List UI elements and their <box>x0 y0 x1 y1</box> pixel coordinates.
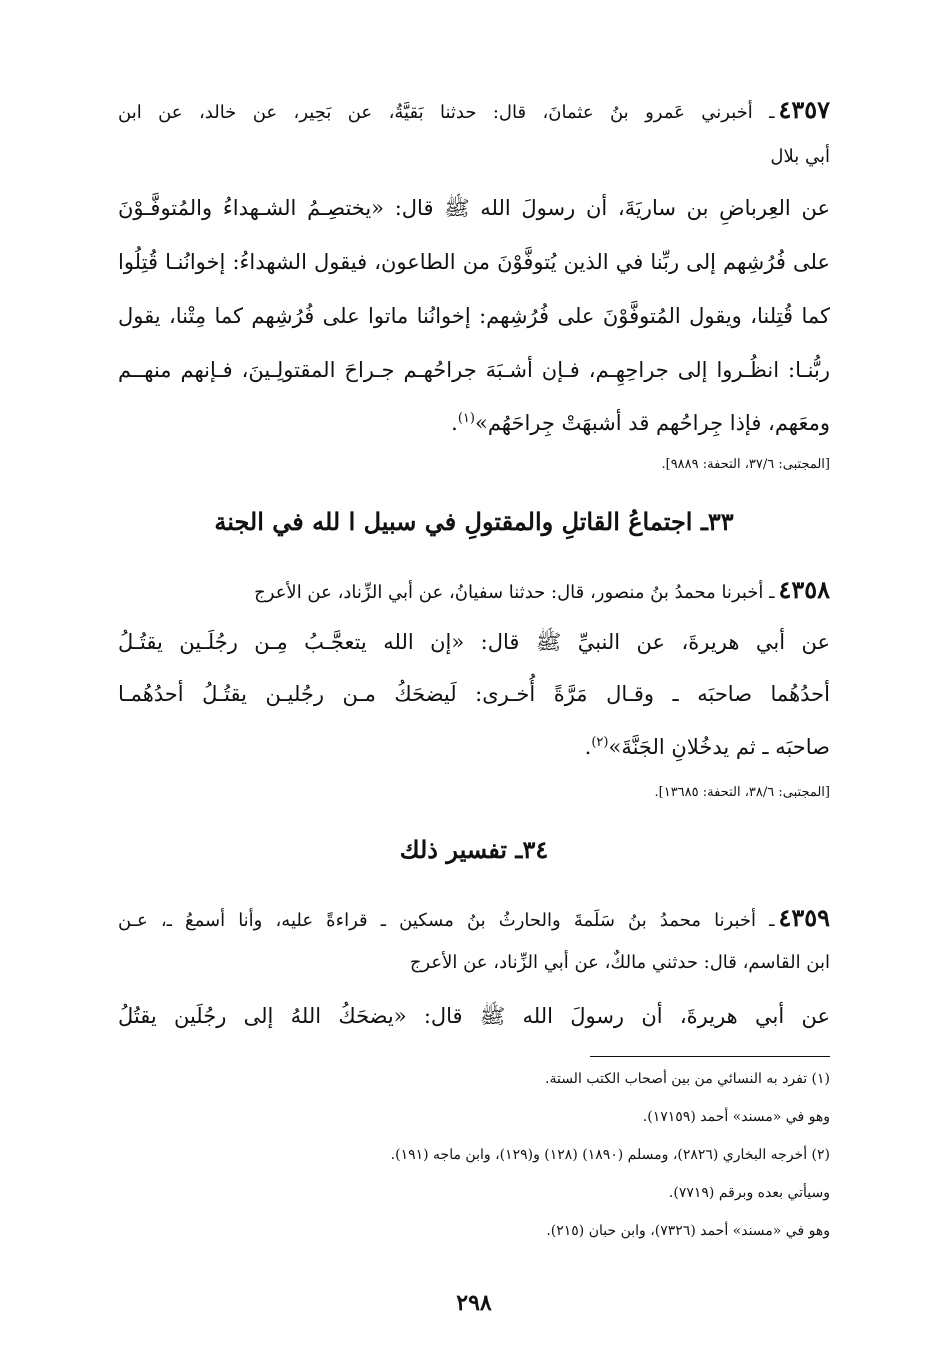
hadith-4358-matn-line-1: عن أبي هريرةَ، عن النبيِّ ﷺ قال: «إن الله يتعجَّـبُ مِـن رجُلَـين يقتُـلُ <box>118 630 830 654</box>
footnote-line: (١) تفرد به النسائي من بين أصحاب الكتب الستة. <box>545 1071 830 1087</box>
footnote-line: وسيأتي بعده وبرقم (٧٧١٩). <box>668 1185 830 1201</box>
hadith-4358-reference: [المجتبى: ٣٨/٦، التحفة: ١٣٦٨٥]. <box>654 785 830 800</box>
footnote-marker[interactable]: (١) <box>457 411 475 426</box>
page-number: ٢٩٨ <box>456 1290 492 1316</box>
hadith-4357-matn-line-2: على فُرُشِهم إلى ربِّنا في الذين يُتوفَّوْنَ من الطاعون، فيقول الشهداءُ: إخوانُنـا قُتِلُوا <box>118 250 830 274</box>
footnote-line: وهو في «مسند» أحمد (١٧١٥٩). <box>642 1109 830 1125</box>
hadith-4358-isnad-line-1: ٤٣٥٨ـ أخبرنا محمدُ بنُ منصور، قال: حدثنا سفيانُ، عن أبي الزِّناد، عن الأعرج <box>254 575 830 604</box>
hadith-number: ٤٣٥٩ <box>778 903 830 932</box>
footnote-marker[interactable]: (٢) <box>591 735 609 750</box>
hadith-number: ٤٣٥٧ <box>778 95 830 124</box>
hadith-4358-matn-line-2: أحدُهُما صاحبَه ـ وقـال مَرَّةً أُخـرى: لَيضحَكُ مـن رجُليـن يقتُـلُ أحدُهُمـا <box>118 682 830 706</box>
hadith-4357-matn-line-4: ربُّنـا: انظُـروا إلى جراحِهِـم، فـإن أشـبَهَ جراحُهـم جـراحَ المقتولِـينَ، فـإنهم منهــم <box>118 358 830 382</box>
footnote-separator <box>590 1056 830 1057</box>
chapter-heading: ٣٣ـ اجتماعُ القاتلِ والمقتولِ في سبيل ا لله في الجنة <box>214 507 734 536</box>
chapter-heading: ٣٤ـ تفسير ذلك <box>399 835 549 864</box>
hadith-4357-isnad-line-1: ٤٣٥٧ـ أخبرني عَمرو بنُ عثمانَ، قال: حدثنا بَقيَّةُ، عن بَحِير، عن خالد، عن ابن <box>118 95 830 124</box>
hadith-4359-isnad-line-2: ابن القاسم، قال: حدثني مالكٌ، عن أبي الزِّناد، عن الأعرج <box>409 952 830 973</box>
hadith-4358-matn-line-3: صاحبَه ـ ثم يدخُلانِ الجَنَّةَ»$^{(٢)}$. <box>584 735 830 759</box>
footnote-line: (٢) أخرجه البخاري (٢٨٢٦)، ومسلم (١٨٩٠) (١٢٨) و(١٢٩)، وابن ماجه (١٩١). <box>390 1147 830 1163</box>
hadith-4357-matn-line-1: عن العِرباضِ بن ساريَةَ، أن رسولَ الله ﷺ قال: «يختصِـمُ الشـهداءُ والمُتوفَّـوْنَ <box>118 196 830 220</box>
footnote-line: وهو في «مسند» أحمد (٧٣٢٦)، وابن حبان (٢١٥). <box>546 1223 830 1239</box>
hadith-4357-isnad-line-2: أبي بلال <box>770 146 830 167</box>
hadith-4357-matn-line-5: ومعَهم، فإذا جِراحُهم قد أشبهَتْ جِراحَهُم»$^{(١)}$. <box>451 411 830 435</box>
hadith-4359-isnad-line-1: ٤٣٥٩ـ أخبرنا محمدُ بنُ سَلَمةَ والحارثُ بنُ مسكين ـ قراءةً عليه، وأنا أسمعُ ـ، عـن <box>118 903 830 932</box>
hadith-number: ٤٣٥٨ <box>778 575 830 604</box>
book-page <box>118 0 830 1363</box>
hadith-4357-reference: [المجتبى: ٣٧/٦، التحفة: ٩٨٨٩]. <box>661 457 830 472</box>
hadith-4357-matn-line-3: كما قُتِلنا، ويقول المُتوفَّوْنَ على فُرُشِهم: إخوانُنا ماتوا على فُرُشِهم كما مِتْنا، يقول <box>118 304 830 328</box>
hadith-4359-matn-line-1: عن أبي هريرةَ، أن رسولَ الله ﷺ قال: «يضحَكُ اللهُ إلى رجُلَين يقتُلُ <box>118 1004 830 1028</box>
